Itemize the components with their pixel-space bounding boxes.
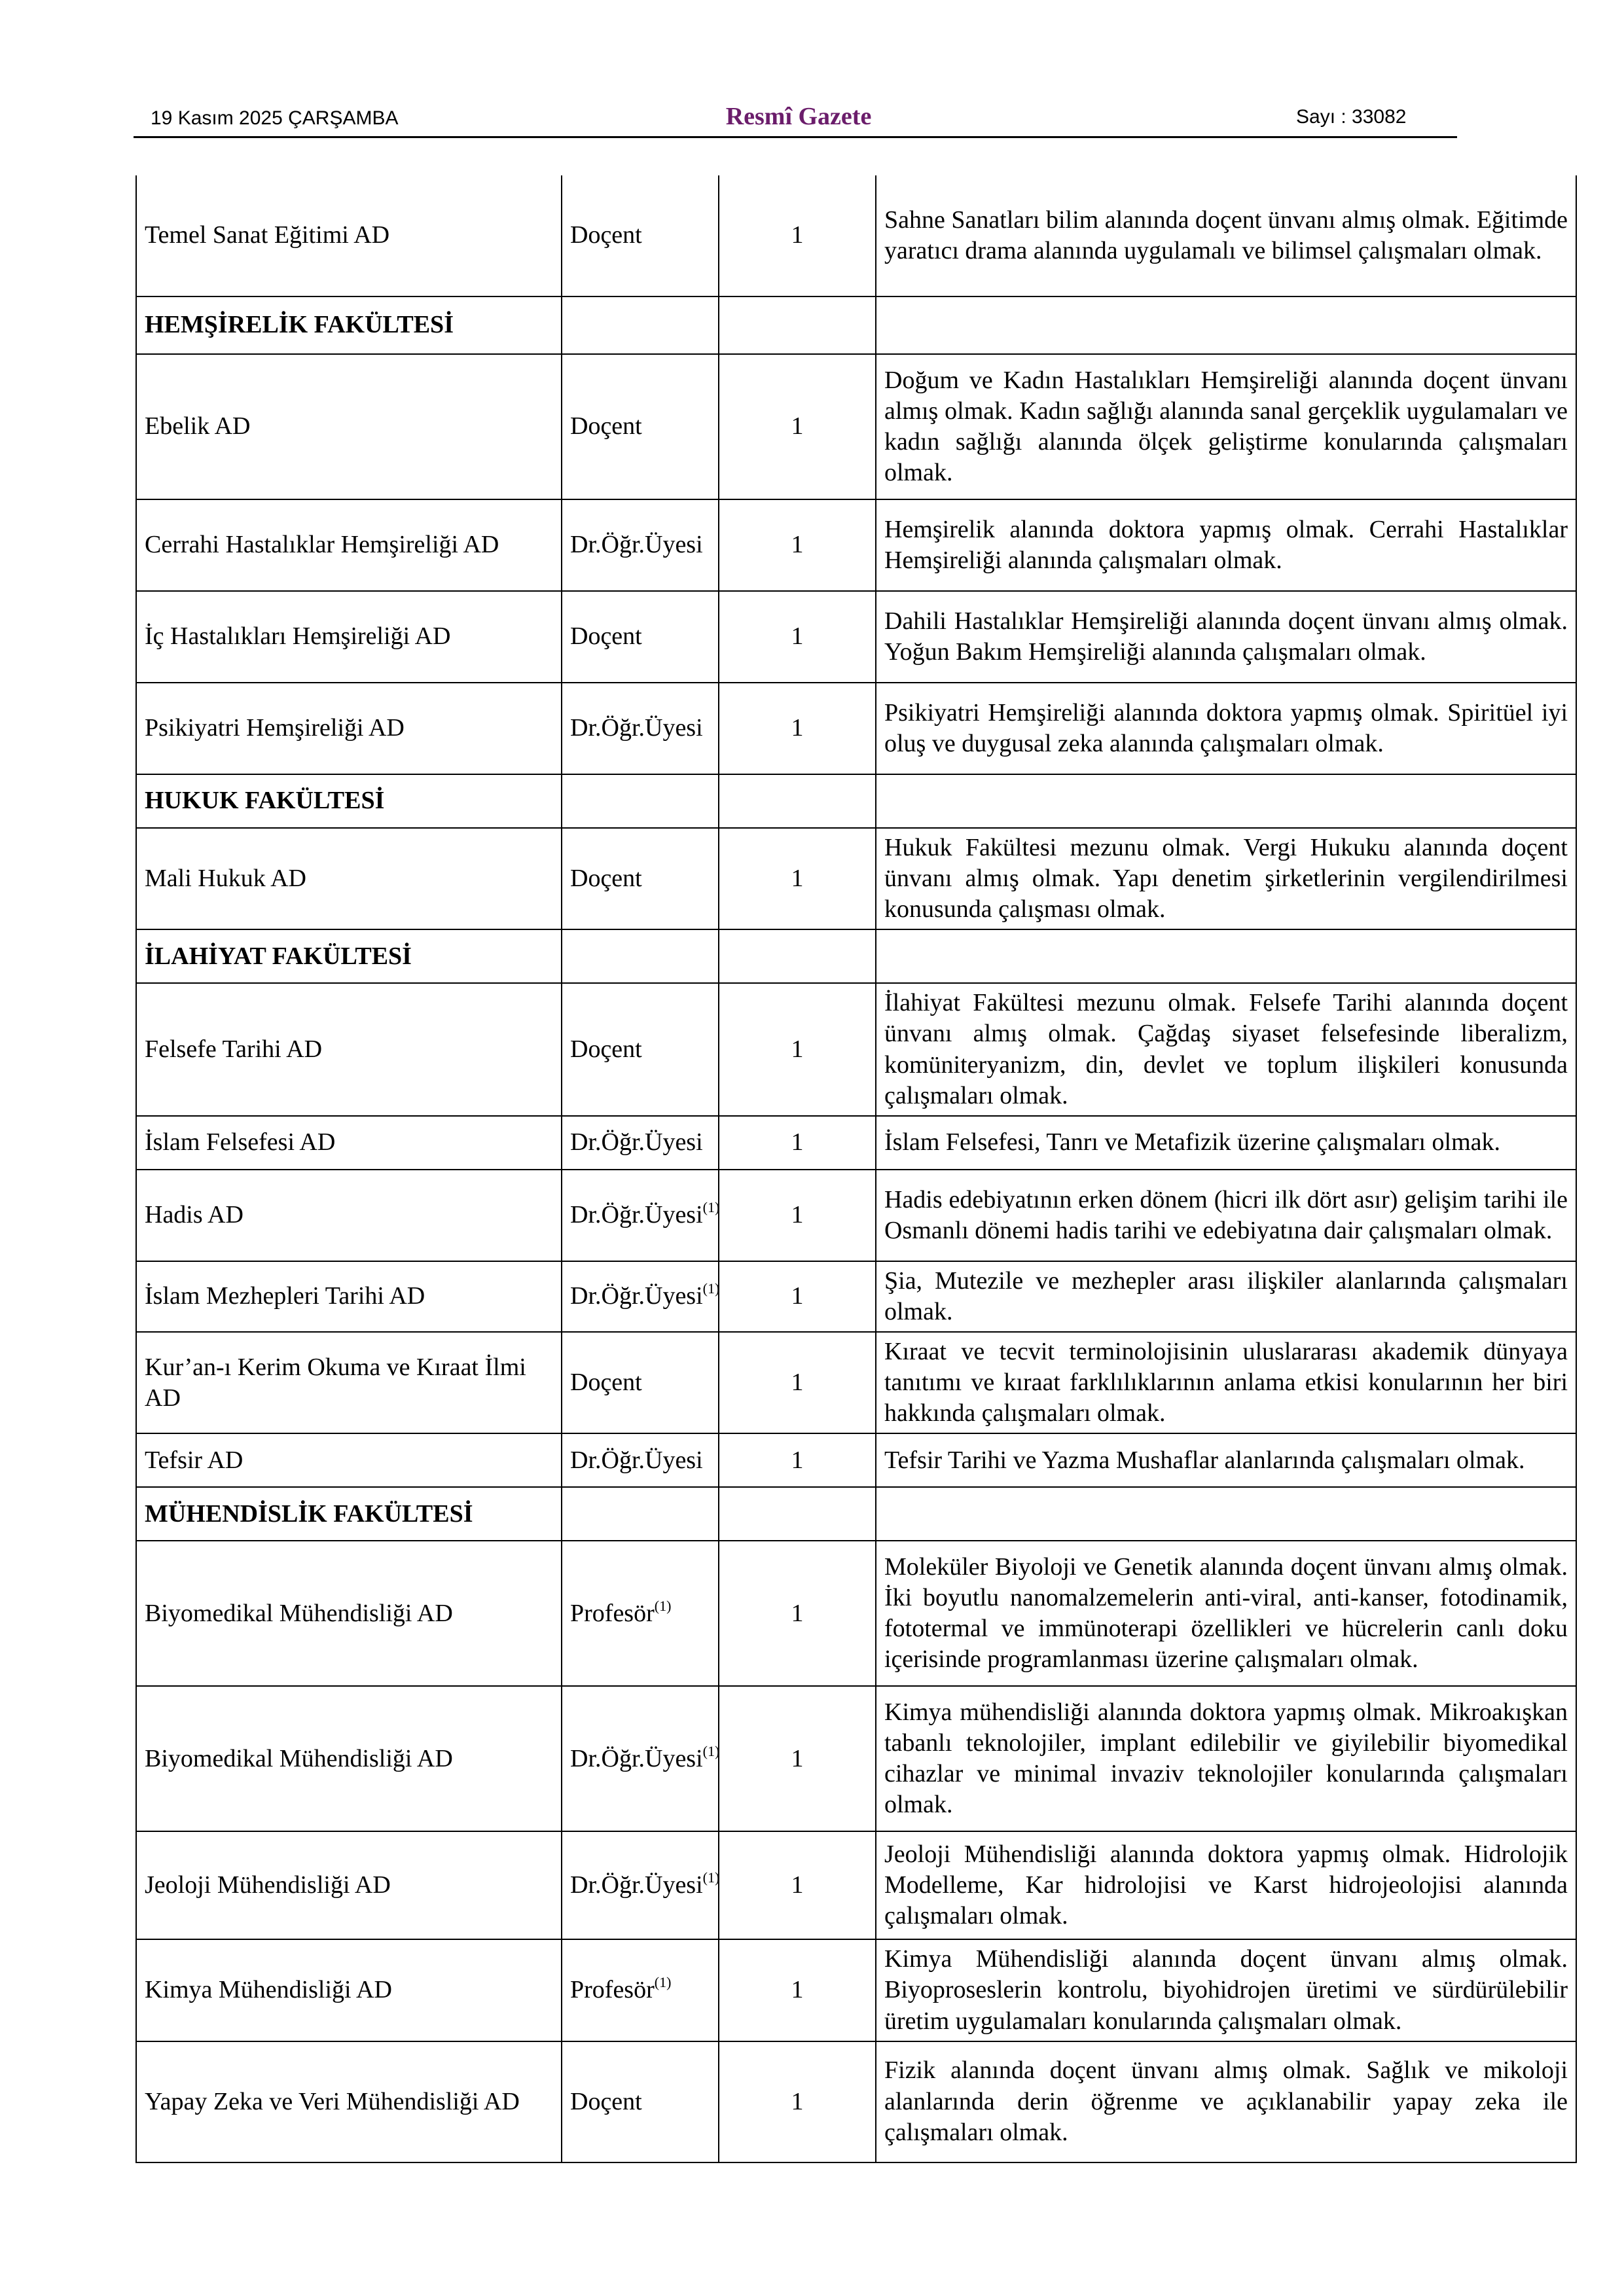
position-count: 1 xyxy=(719,499,876,591)
faculty-row xyxy=(136,1487,1576,1541)
requirements-cell: Hemşirelik alanında doktora yapmış olmak. Cerrahi Hastalıklar Hemşireliği alanında çalışmaları olmak. xyxy=(876,499,1576,591)
position-count: 1 xyxy=(719,175,876,296)
empty-cell xyxy=(876,929,1576,983)
academic-title: Profesör xyxy=(570,1976,655,2004)
requirements-cell: Tefsir Tarihi ve Yazma Mushaflar alanlarında çalışmaları olmak. xyxy=(876,1433,1576,1487)
department-cell: Tefsir AD xyxy=(136,1433,562,1487)
requirements-cell: İslam Felsefesi, Tanrı ve Metafizik üzerine çalışmaları olmak. xyxy=(876,1116,1576,1170)
department-cell: Felsefe Tarihi AD xyxy=(136,983,562,1115)
table-row xyxy=(136,1170,1576,1261)
empty-cell xyxy=(876,1487,1576,1541)
academic-title: Dr.Öğr.Üyesi xyxy=(570,1871,703,1899)
academic-title-cell xyxy=(562,1541,719,1686)
position-count: 1 xyxy=(719,1261,876,1332)
department-cell: İslam Mezhepleri Tarihi AD xyxy=(136,1261,562,1332)
issue-number: Sayı : 33082 xyxy=(1296,106,1407,128)
footnote-marker: (1) xyxy=(702,1869,720,1886)
table-row xyxy=(136,1831,1576,1939)
academic-title-cell xyxy=(562,983,719,1115)
department-cell: Biyomedikal Mühendisliği AD xyxy=(136,1686,562,1831)
table-row xyxy=(136,591,1576,683)
table-row xyxy=(136,828,1576,929)
position-count: 1 xyxy=(719,683,876,774)
gazette-title: Resmî Gazete xyxy=(725,103,872,130)
empty-cell xyxy=(719,1487,876,1541)
faculty-row xyxy=(136,774,1576,828)
empty-cell xyxy=(719,774,876,828)
academic-title-cell xyxy=(562,828,719,929)
requirements-cell: Sahne Sanatları bilim alanında doçent ünvanı almış olmak. Eğitimde yaratıcı drama alanında uygulamalı ve bilimsel çalışmaları olmak. xyxy=(876,175,1576,296)
academic-title-cell xyxy=(562,2041,719,2162)
footnote-marker: (1) xyxy=(702,1280,720,1297)
academic-title: Doçent xyxy=(570,412,642,440)
table-row xyxy=(136,1116,1576,1170)
academic-title-cell xyxy=(562,683,719,774)
requirements-cell: Jeoloji Mühendisliği alanında doktora yapmış olmak. Hidrolojik Modelleme, Kar hidrolojisi ve Karst hidrojeolojisi alanında çalışmaları olmak. xyxy=(876,1831,1576,1939)
academic-title: Doçent xyxy=(570,865,642,893)
position-count: 1 xyxy=(719,983,876,1115)
position-count: 1 xyxy=(719,1433,876,1487)
table-row xyxy=(136,1261,1576,1332)
requirements-cell: Şia, Mutezile ve mezhepler arası ilişkiler alanlarında çalışmaları olmak. xyxy=(876,1261,1576,1332)
position-table xyxy=(135,175,1577,2163)
footnote-marker: (1) xyxy=(702,1742,720,1759)
faculty-row xyxy=(136,296,1576,354)
academic-title-cell xyxy=(562,354,719,499)
department-cell: Mali Hukuk AD xyxy=(136,828,562,929)
requirements-cell: Fizik alanında doçent ünvanı almış olmak. Sağlık ve mikoloji alanlarında derin öğrenme ve açıklanabilir yapay zeka ile çalışmaları olmak. xyxy=(876,2041,1576,2162)
table-row xyxy=(136,683,1576,774)
academic-title: Doçent xyxy=(570,221,642,249)
footnote-marker: (1) xyxy=(702,1199,720,1216)
academic-title: Dr.Öğr.Üyesi xyxy=(570,1128,703,1157)
faculty-heading: İLAHİYAT FAKÜLTESİ xyxy=(136,929,562,983)
department-cell: Yapay Zeka ve Veri Mühendisliği AD xyxy=(136,2041,562,2162)
requirements-cell: İlahiyat Fakültesi mezunu olmak. Felsefe Tarihi alanında doçent ünvanı almış olmak. Çağdaş siyaset felsefesinde liberalizm, komüniteryanizm, din, devlet ve toplum ilişkileri konusunda çalışmaları olmak. xyxy=(876,983,1576,1115)
issue-date: 19 Kasım 2025 ÇARŞAMBA xyxy=(151,107,399,129)
department-cell: Temel Sanat Eğitimi AD xyxy=(136,175,562,296)
faculty-heading: MÜHENDİSLİK FAKÜLTESİ xyxy=(136,1487,562,1541)
requirements-cell: Dahili Hastalıklar Hemşireliği alanında doçent ünvanı almış olmak. Yoğun Bakım Hemşireliği alanında çalışmaları olmak. xyxy=(876,591,1576,683)
academic-title-cell xyxy=(562,1116,719,1170)
requirements-cell: Kıraat ve tecvit terminolojisinin uluslararası akademik dünyaya tanıtımı ve kıraat farklılıklarının anlama etkisi konularının her biri hakkında çalışmaları olmak. xyxy=(876,1332,1576,1433)
header-rule xyxy=(134,136,1457,138)
academic-title: Doçent xyxy=(570,1369,642,1397)
position-count: 1 xyxy=(719,1170,876,1261)
empty-cell xyxy=(562,929,719,983)
faculty-heading: HEMŞİRELİK FAKÜLTESİ xyxy=(136,296,562,354)
academic-title: Dr.Öğr.Üyesi xyxy=(570,1744,703,1772)
position-count: 1 xyxy=(719,1831,876,1939)
position-count: 1 xyxy=(719,591,876,683)
academic-title: Dr.Öğr.Üyesi xyxy=(570,1282,703,1310)
faculty-row xyxy=(136,929,1576,983)
table-row xyxy=(136,1541,1576,1686)
requirements-cell: Moleküler Biyoloji ve Genetik alanında doçent ünvanı almış olmak. İki boyutlu nanomalzemelerin anti-viral, anti-kanser, fotodinamik, fototermal ve immünoterapi özellikleri ve hücrelerin canlı doku içerisinde programlanması üzerine çalışmaları olmak. xyxy=(876,1541,1576,1686)
academic-title-cell xyxy=(562,1433,719,1487)
department-cell: Ebelik AD xyxy=(136,354,562,499)
requirements-cell: Kimya mühendisliği alanında doktora yapmış olmak. Mikroakışkan tabanlı teknolojiler, implant edilebilir ve giyilebilir biyomedikal cihazlar ve minimal invaziv teknolojiler konularında çalışmaları olmak. xyxy=(876,1686,1576,1831)
position-count: 1 xyxy=(719,1686,876,1831)
academic-title: Profesör xyxy=(570,1599,655,1627)
table-row xyxy=(136,499,1576,591)
department-cell: Cerrahi Hastalıklar Hemşireliği AD xyxy=(136,499,562,591)
department-cell: İç Hastalıkları Hemşireliği AD xyxy=(136,591,562,683)
academic-title-cell xyxy=(562,175,719,296)
academic-title-cell xyxy=(562,1831,719,1939)
academic-title-cell xyxy=(562,1686,719,1831)
department-cell: Hadis AD xyxy=(136,1170,562,1261)
empty-cell xyxy=(876,774,1576,828)
table-row xyxy=(136,2041,1576,2162)
position-count: 1 xyxy=(719,354,876,499)
department-cell: Psikiyatri Hemşireliği AD xyxy=(136,683,562,774)
academic-title: Doçent xyxy=(570,1035,642,1063)
position-count: 1 xyxy=(719,1939,876,2041)
department-cell: Kur’an-ı Kerim Okuma ve Kıraat İlmi AD xyxy=(136,1332,562,1433)
empty-cell xyxy=(719,929,876,983)
table-row xyxy=(136,175,1576,296)
department-cell: Kimya Mühendisliği AD xyxy=(136,1939,562,2041)
faculty-heading: HUKUK FAKÜLTESİ xyxy=(136,774,562,828)
academic-title-cell xyxy=(562,1939,719,2041)
table-row xyxy=(136,1939,1576,2041)
academic-title-cell xyxy=(562,591,719,683)
academic-title-cell xyxy=(562,499,719,591)
position-count: 1 xyxy=(719,1116,876,1170)
academic-title-cell xyxy=(562,1332,719,1433)
department-cell: İslam Felsefesi AD xyxy=(136,1116,562,1170)
academic-title: Dr.Öğr.Üyesi xyxy=(570,714,703,742)
footnote-marker: (1) xyxy=(654,1974,672,1991)
academic-title: Doçent xyxy=(570,2087,642,2115)
academic-title-cell xyxy=(562,1261,719,1332)
department-cell: Biyomedikal Mühendisliği AD xyxy=(136,1541,562,1686)
footnote-marker: (1) xyxy=(654,1597,672,1614)
table-row xyxy=(136,1686,1576,1831)
position-count: 1 xyxy=(719,1541,876,1686)
table-row xyxy=(136,354,1576,499)
department-cell: Jeoloji Mühendisliği AD xyxy=(136,1831,562,1939)
empty-cell xyxy=(562,296,719,354)
requirements-cell: Hadis edebiyatının erken dönem (hicri ilk dört asır) gelişim tarihi ile Osmanlı dönemi hadis tarihi ve edebiyatına dair çalışmaları olmak. xyxy=(876,1170,1576,1261)
position-count: 1 xyxy=(719,1332,876,1433)
requirements-cell: Hukuk Fakültesi mezunu olmak. Vergi Hukuku alanında doçent ünvanı almış olmak. Yapı denetim şirketlerinin vergilendirilmesi konusunda çalışması olmak. xyxy=(876,828,1576,929)
empty-cell xyxy=(719,296,876,354)
academic-title: Doçent xyxy=(570,622,642,651)
empty-cell xyxy=(876,296,1576,354)
academic-title: Dr.Öğr.Üyesi xyxy=(570,1201,703,1229)
table-row xyxy=(136,1332,1576,1433)
empty-cell xyxy=(562,1487,719,1541)
academic-title-cell xyxy=(562,1170,719,1261)
position-count: 1 xyxy=(719,2041,876,2162)
requirements-cell: Psikiyatri Hemşireliği alanında doktora yapmış olmak. Spiritüel iyi oluş ve duygusal zeka alanında çalışmaları olmak. xyxy=(876,683,1576,774)
table-row xyxy=(136,983,1576,1115)
table-row xyxy=(136,1433,1576,1487)
requirements-cell: Kimya Mühendisliği alanında doçent ünvanı almış olmak. Biyoproseslerin kontrolu, biyohidrojen üretimi ve sürdürülebilir üretim uygulamaları konularında çalışmaları olmak. xyxy=(876,1939,1576,2041)
requirements-cell: Doğum ve Kadın Hastalıkları Hemşireliği alanında doçent ünvanı almış olmak. Kadın sağlığı alanında sanal gerçeklik uygulamaları ve kadın sağlığı alanında ölçek geliştirme konularında çalışmaları olmak. xyxy=(876,354,1576,499)
empty-cell xyxy=(562,774,719,828)
position-count: 1 xyxy=(719,828,876,929)
academic-title: Dr.Öğr.Üyesi xyxy=(570,1446,703,1474)
academic-title: Dr.Öğr.Üyesi xyxy=(570,531,703,559)
